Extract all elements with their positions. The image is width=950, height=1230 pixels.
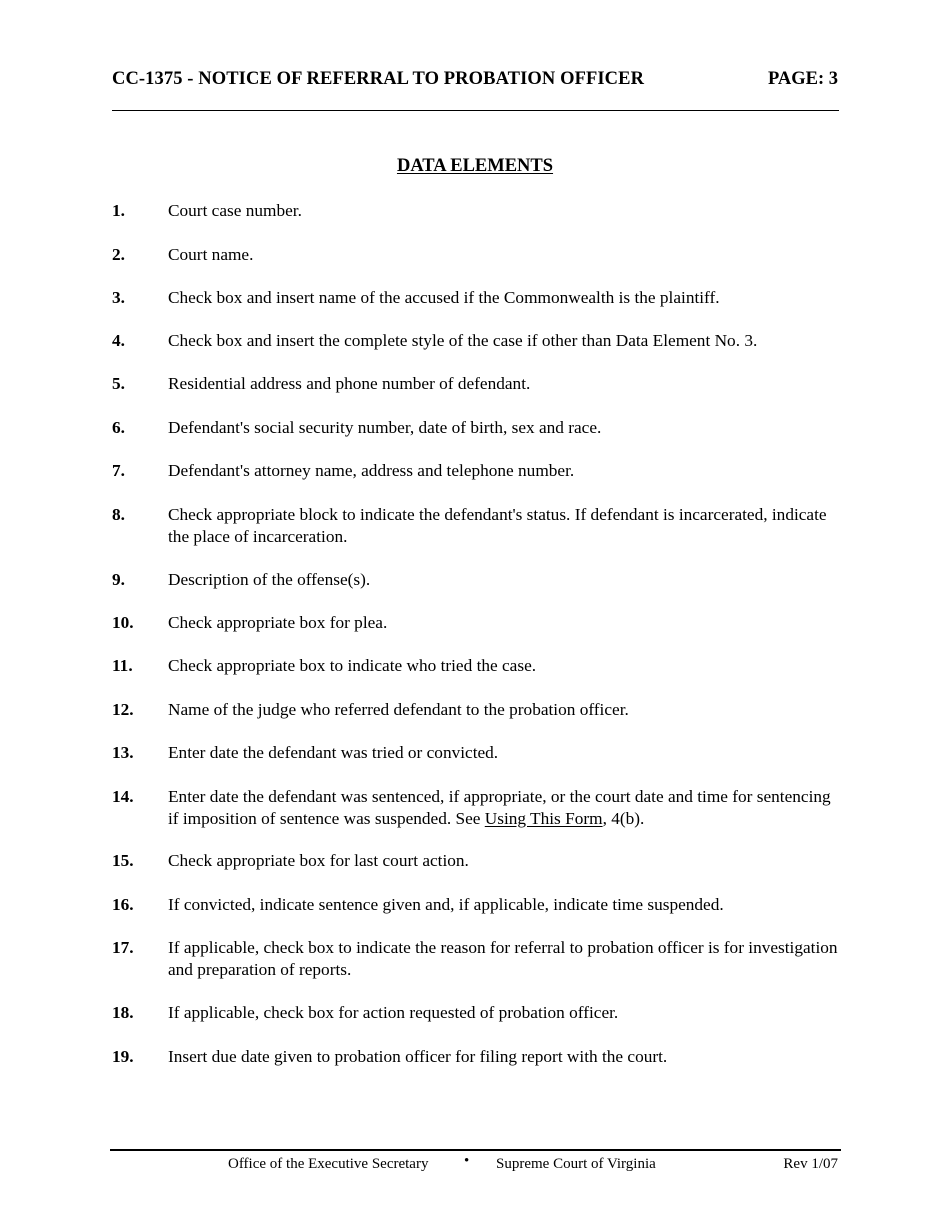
element-number: 8. — [112, 505, 125, 524]
element-text: Court name. — [168, 245, 254, 264]
data-element-16 — [112, 894, 842, 916]
data-element-14 — [112, 786, 842, 829]
element-number: 11. — [112, 656, 133, 675]
data-element-7 — [112, 460, 842, 482]
data-element-5 — [112, 373, 842, 395]
element-text: Insert due date given to probation officer for filing report with the court. — [168, 1047, 668, 1066]
data-element-15 — [112, 850, 842, 872]
element-number: 5. — [112, 374, 125, 393]
element-text: Description of the offense(s). — [168, 570, 371, 589]
data-element-9 — [112, 569, 842, 591]
data-element-18 — [112, 1002, 842, 1024]
element-text: Defendant's attorney name, address and telephone number. — [168, 461, 575, 480]
element-number: 12. — [112, 700, 134, 719]
element-text: Check box and insert name of the accused if the Commonwealth is the plaintiff. — [168, 288, 720, 307]
element-text: If applicable, check box for action requested of probation officer. — [168, 1003, 619, 1022]
element-text — [168, 786, 842, 829]
using-this-form-link[interactable]: Using This Form — [484, 808, 603, 828]
data-element-1 — [112, 200, 842, 222]
element-number: 14. — [112, 787, 134, 806]
element-number: 3. — [112, 288, 125, 307]
element-number: 10. — [112, 613, 134, 632]
data-element-19 — [112, 1046, 842, 1068]
data-element-8 — [112, 504, 842, 547]
element-text: Name of the judge who referred defendant to the probation officer. — [168, 700, 629, 719]
data-element-17 — [112, 937, 842, 980]
element-number: 9. — [112, 570, 125, 589]
data-element-6 — [112, 417, 842, 439]
element-text: Enter date the defendant was tried or convicted. — [168, 743, 499, 762]
element-number: 15. — [112, 851, 134, 870]
data-element-4 — [112, 330, 842, 352]
data-element-13 — [112, 742, 842, 764]
element-number: 13. — [112, 743, 134, 762]
element-number: 4. — [112, 331, 125, 350]
element-text: Defendant's social security number, date of birth, sex and race. — [168, 418, 602, 437]
element-number: 7. — [112, 461, 125, 480]
section-title-text: DATA ELEMENTS — [396, 156, 554, 176]
element-number: 17. — [112, 938, 134, 957]
element-number: 6. — [112, 418, 125, 437]
element-text: Check appropriate box to indicate who tried the case. — [168, 656, 537, 675]
element-text-before: Enter date the defendant was sentenced, if appropriate, or the court date and time for sentencing if imposition of sentence was suspended. See — [168, 787, 831, 828]
element-number: 18. — [112, 1003, 134, 1022]
element-text: Check box and insert the complete style of the case if other than Data Element No. 3. — [168, 331, 758, 350]
element-number: 1. — [112, 201, 125, 220]
element-text-after: , 4(b). — [602, 808, 645, 828]
element-number: 16. — [112, 895, 134, 914]
element-text: Residential address and phone number of defendant. — [168, 374, 531, 393]
footer-divider — [110, 1149, 841, 1151]
footer-office: Office of the Executive Secretary — [228, 1156, 429, 1172]
element-text: Check appropriate box for last court action. — [168, 851, 469, 870]
data-element-2 — [112, 244, 842, 266]
element-text: If convicted, indicate sentence given and, if applicable, indicate time suspended. — [168, 895, 724, 914]
data-element-10 — [112, 612, 842, 634]
footer-revision: Rev 1/07 — [783, 1156, 838, 1172]
element-text: Court case number. — [168, 201, 302, 220]
data-element-11 — [112, 655, 842, 677]
data-element-12 — [112, 699, 842, 721]
data-element-3 — [112, 287, 842, 309]
element-text: Check appropriate block to indicate the defendant's status. If defendant is incarcerated, indicate the place of incarceration. — [168, 505, 827, 546]
form-title: CC-1375 - NOTICE OF REFERRAL TO PROBATION OFFICER — [112, 69, 645, 89]
footer-bullet-icon: • — [464, 1153, 470, 1169]
page-number: PAGE: 3 — [767, 69, 838, 89]
element-number: 2. — [112, 245, 125, 264]
element-number: 19. — [112, 1047, 134, 1066]
footer-court: Supreme Court of Virginia — [496, 1156, 656, 1172]
element-text: Check appropriate box for plea. — [168, 613, 388, 632]
section-title — [0, 156, 950, 177]
header-divider — [112, 110, 839, 111]
element-text: If applicable, check box to indicate the reason for referral to probation officer is for investigation and preparation of reports. — [168, 938, 838, 979]
